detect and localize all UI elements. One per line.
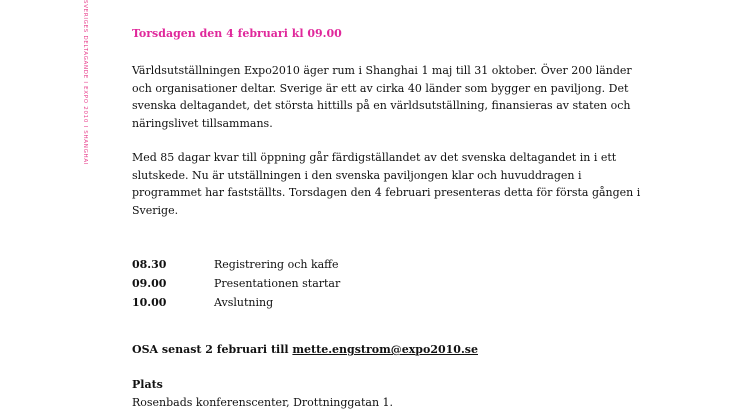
schedule-row [132, 255, 340, 274]
schedule-time: 08.30 [132, 258, 167, 271]
schedule-row [132, 293, 340, 312]
rsvp-line [132, 343, 478, 356]
schedule-list [132, 255, 340, 312]
schedule-activity: Registrering och kaffe [214, 258, 339, 271]
vertical-sidebar-text: SVERIGES DELTAGANDE I EXPO 2010 I SHANGHAI [82, 0, 88, 166]
schedule-activity: Presentationen startar [214, 277, 341, 290]
status-paragraph: Med 85 dagar kvar till öppning går färdigställandet av det svenska deltagandet in i ett slutskede. Nu är utställningen i den svenska paviljongen klar och huvuddragen i programmet har fastställts. Torsdagen den 4 februari presenteras detta för första gången i Sverige. [132, 151, 641, 217]
page-title: Torsdagen den 4 februari kl 09.00 [132, 27, 342, 40]
intro-paragraph: Världsutställningen Expo2010 äger rum i Shanghai 1 maj till 31 oktober. Över 200 länder och organisationer deltar. Sverige är ett av cirka 40 länder som bygger en paviljong. Det svenska deltagandet, det största hittills på en världsutställning, finansieras av staten och näringslivet tillsammans. [132, 64, 632, 130]
schedule-activity: Avslutning [214, 296, 274, 309]
schedule-time: 10.00 [132, 296, 167, 309]
place-address: Rosenbads konferenscenter, Drottninggatan 1. [132, 396, 394, 409]
rsvp-email-link[interactable]: mette.engstrom@expo2010.se [292, 343, 478, 356]
schedule-row [132, 274, 340, 293]
place-label: Plats [132, 378, 163, 391]
rsvp-text: OSA senast 2 februari till [132, 343, 293, 356]
schedule-time: 09.00 [132, 277, 167, 290]
